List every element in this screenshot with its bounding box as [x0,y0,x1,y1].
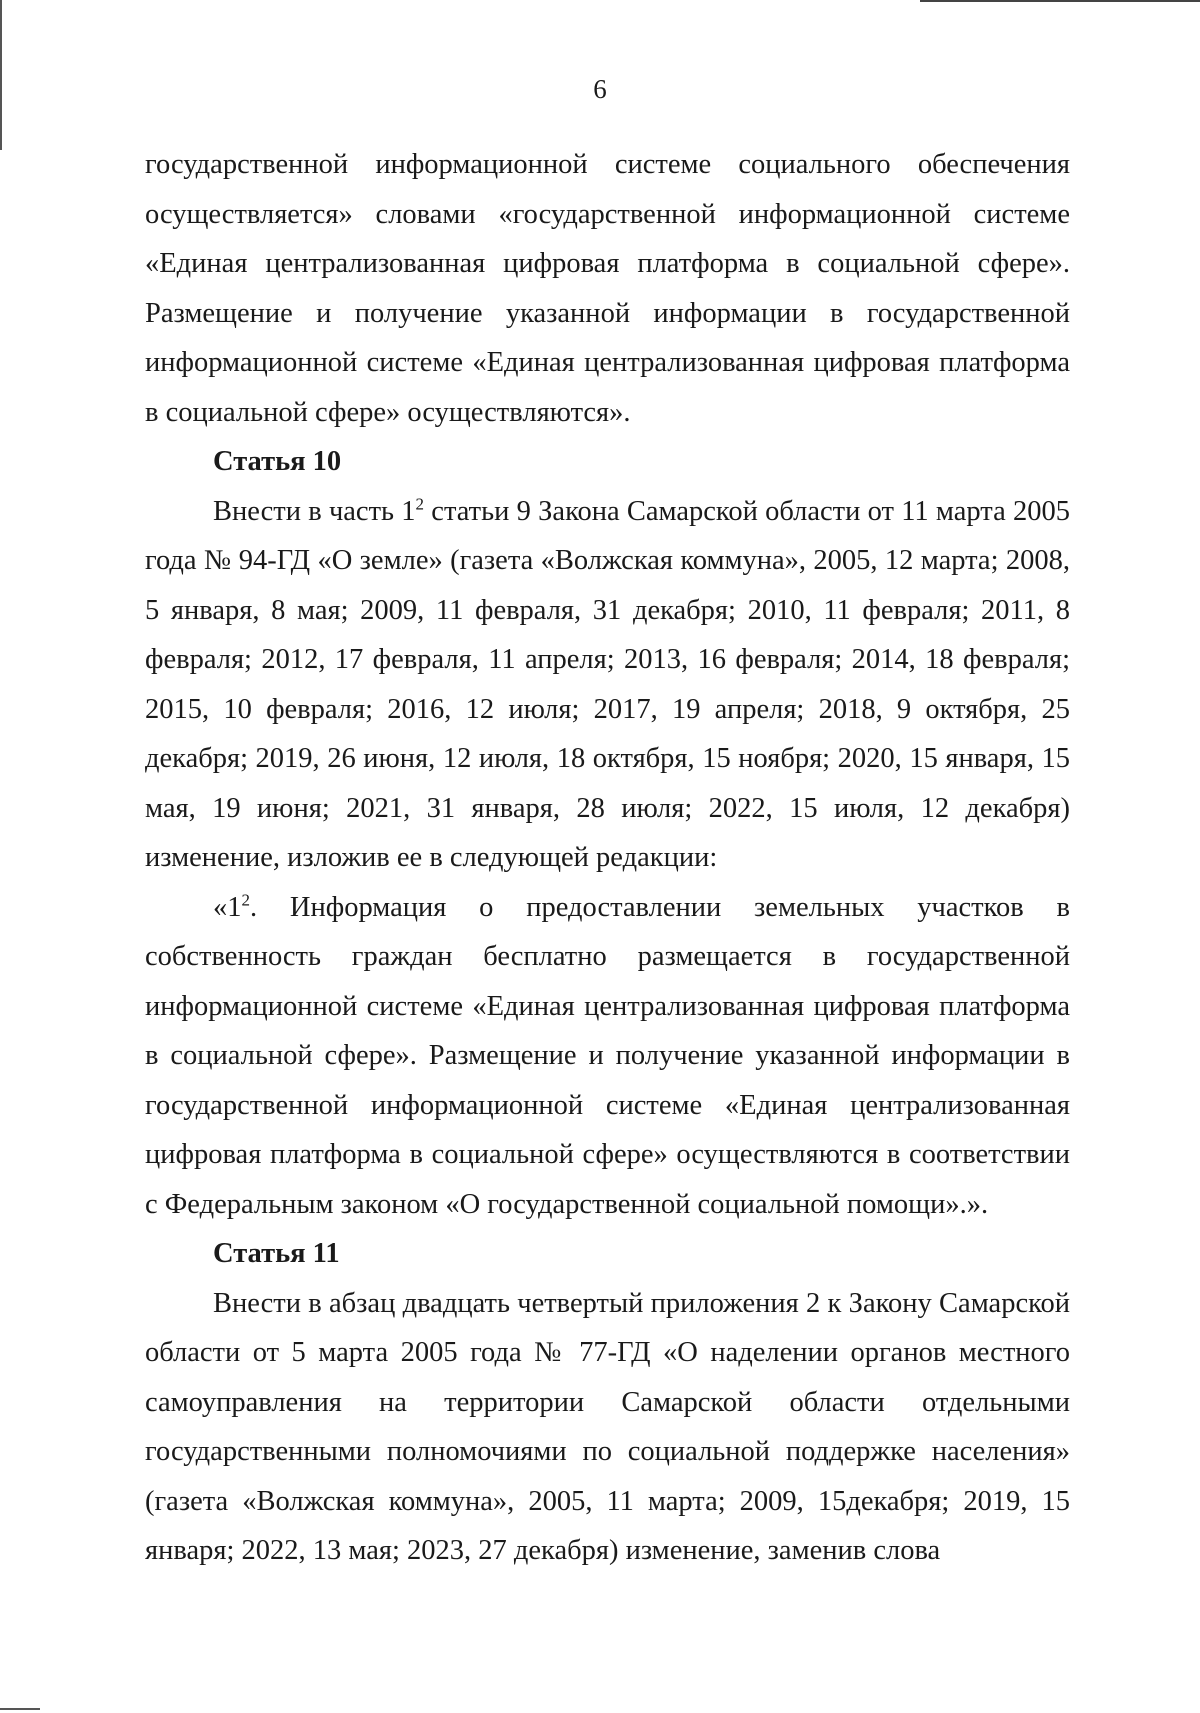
scan-edge-top [920,0,1200,2]
quote-text-start: «1 [213,891,242,923]
article-11-paragraph: Внести в абзац двадцать четвертый приложения 2 к Закону Самарской области от 5 марта 2005 года № 77-ГД «О наделении органов местного самоуправления на территории Самарской области отдельными государственными полномочиями по социальной поддержке населения» (газета «Волжская коммуна», 2005, 11 марта; 2009, 15декабря; 2019, 15 января; 2022, 13 мая; 2023, 27 декабря) изменение, заменив слова [145,1287,1070,1566]
document-body [145,140,1070,1576]
scan-edge-bottom [0,1708,40,1710]
article-10-quote [145,883,1070,1230]
article-10-heading: Статья 10 [213,446,342,477]
article-11-heading: Статья 11 [213,1238,340,1269]
article-10-paragraph [145,487,1070,883]
page-number: 6 [593,74,607,104]
article-10-text-start: Внести в часть 1 [213,495,416,527]
quote-superscript: 2 [241,890,250,909]
article-10-superscript: 2 [415,494,425,513]
continuation-paragraph: государственной информационной системе социального обеспечения осуществляется» словами «государственной информационной системе «Единая централизованная цифровая платформа в социальной сфере». Размещение и получение указанной информации в государственной информационной системе «Единая централизованная цифровая платформа в социальной сфере» осуществляются». [145,149,1070,428]
quote-text-rest: . Информация о предоставлении земельных участков в собственность граждан бесплатно размещается в государственной информационной системе «Единая централизованная цифровая платформа в социальной сфере». Размещение и получение указанной информации в государственной информационной системе «Единая централизованная цифровая платформа в социальной сфере» осуществляются в соответствии с Федеральным законом «О государственной социальной помощи».». [145,891,1070,1220]
article-10-text-rest: статьи 9 Закона Самарской области от 11 марта 2005 года № 94-ГД «О земле» (газета «Волжская коммуна», 2005, 12 марта; 2008, 5 января, 8 мая; 2009, 11 февраля, 31 декабря; 2010, 11 февраля; 2011, 8 февраля; 2012, 17 февраля, 11 апреля; 2013, 16 февраля; 2014, 18 февраля; 2015, 10 февраля; 2016, 12 июля; 2017, 19 апреля; 2018, 9 октября, 25 декабря; 2019, 26 июня, 12 июля, 18 октября, 15 ноября; 2020, 15 января, 15 мая, 19 июня; 2021, 31 января, 28 июля; 2022, 15 июля, 12 декабря) изменение, изложив ее в следующей редакции: [145,495,1070,873]
